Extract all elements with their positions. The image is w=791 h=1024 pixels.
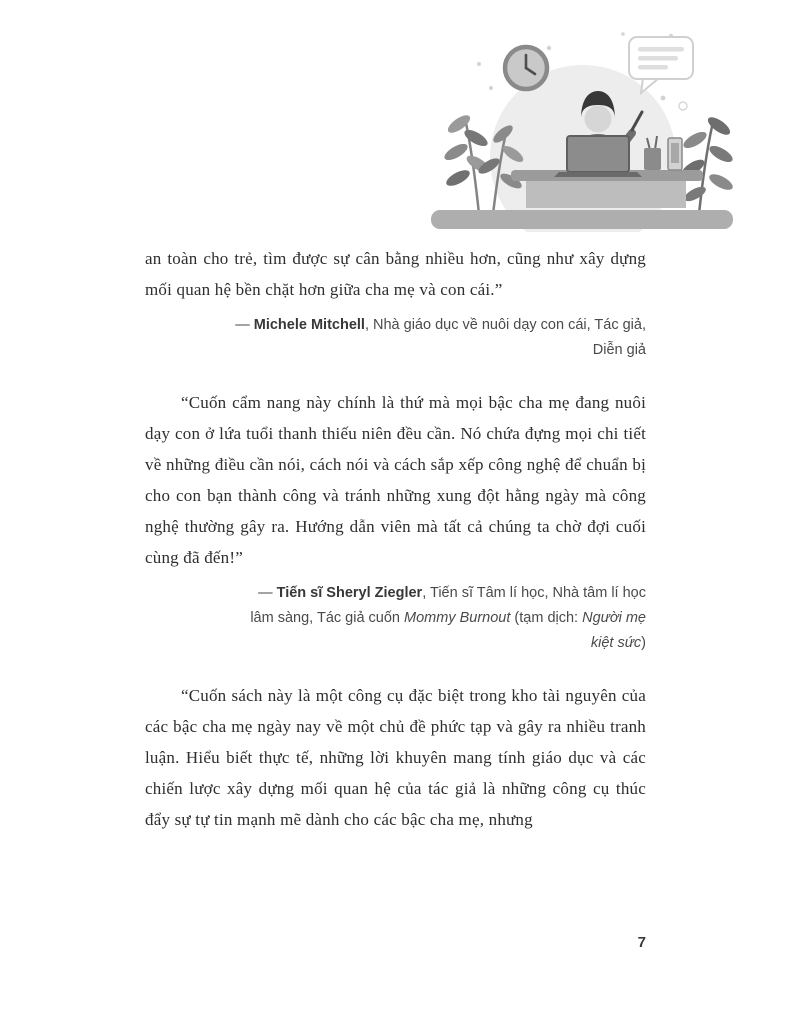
clock-icon <box>505 47 547 89</box>
attribution-sheryl-ziegler <box>145 581 646 656</box>
right-plant-icon <box>679 114 733 214</box>
attribution-author-name: Michele Mitchell <box>253 317 365 333</box>
attribution-dash: — <box>258 585 277 601</box>
book-title-translated: Người mẹ kiệt sức <box>582 610 646 651</box>
attribution-role: , Nhà giáo dục về nuôi dạy con cái, Tác giả, Diễn giả <box>364 317 646 358</box>
person-at-desk-illustration <box>431 26 733 232</box>
attribution-dash: — <box>235 317 254 333</box>
attribution-michele-mitchell <box>145 313 646 363</box>
attribution-role: ) <box>641 635 646 651</box>
phone-icon <box>668 138 682 170</box>
paragraph-continuation: an toàn cho trẻ, tìm được sự cân bằng nhiều hơn, cũng như xây dựng mối quan hệ bền chặt hơn giữa cha mẹ và con cái.” <box>145 249 646 299</box>
laptop-icon <box>554 136 642 177</box>
header-illustration <box>431 26 733 232</box>
text-block <box>145 243 646 835</box>
paragraph-quote-3: “Cuốn sách này là một công cụ đặc biệt trong kho tài nguyên của các bậc cha mẹ ngày nay về một chủ đề phức tạp và gây ra nhiều tranh luận. Hiểu biết thực tế, những lời khuyên mang tính giáo dục và các chiến lược xây dựng mối quan hệ của tác giả là những công cụ thúc đẩy sự tự tin mạnh mẽ dành cho các bậc cha mẹ, nhưng <box>145 686 646 829</box>
attribution-role: (tạm dịch: <box>510 610 583 626</box>
book-title: Mommy Burnout <box>404 610 511 626</box>
page-number: 7 <box>637 934 646 951</box>
floor-bar <box>431 210 733 229</box>
attribution-author-name: Tiến sĩ Sheryl Ziegler <box>276 585 423 601</box>
attribution-role: , Tiến sĩ Tâm lí học, Nhà tâm lí học lâm sàng, Tác giả cuốn <box>250 585 646 626</box>
paragraph-quote-2: “Cuốn cẩm nang này chính là thứ mà mọi bậc cha mẹ đang nuôi dạy con ở lứa tuổi thanh thiếu niên đều cần. Nó chứa đựng mọi chi tiết về những điều cần nói, cách nói và cách sắp xếp công nghệ để chuẩn bị cho con bạn thành công và tránh những xung đột hằng ngày mà công nghệ thường gây ra. Hướng dẫn viên mà tất cả chúng ta chờ đợi cuối cùng đã đến!” <box>145 393 646 567</box>
